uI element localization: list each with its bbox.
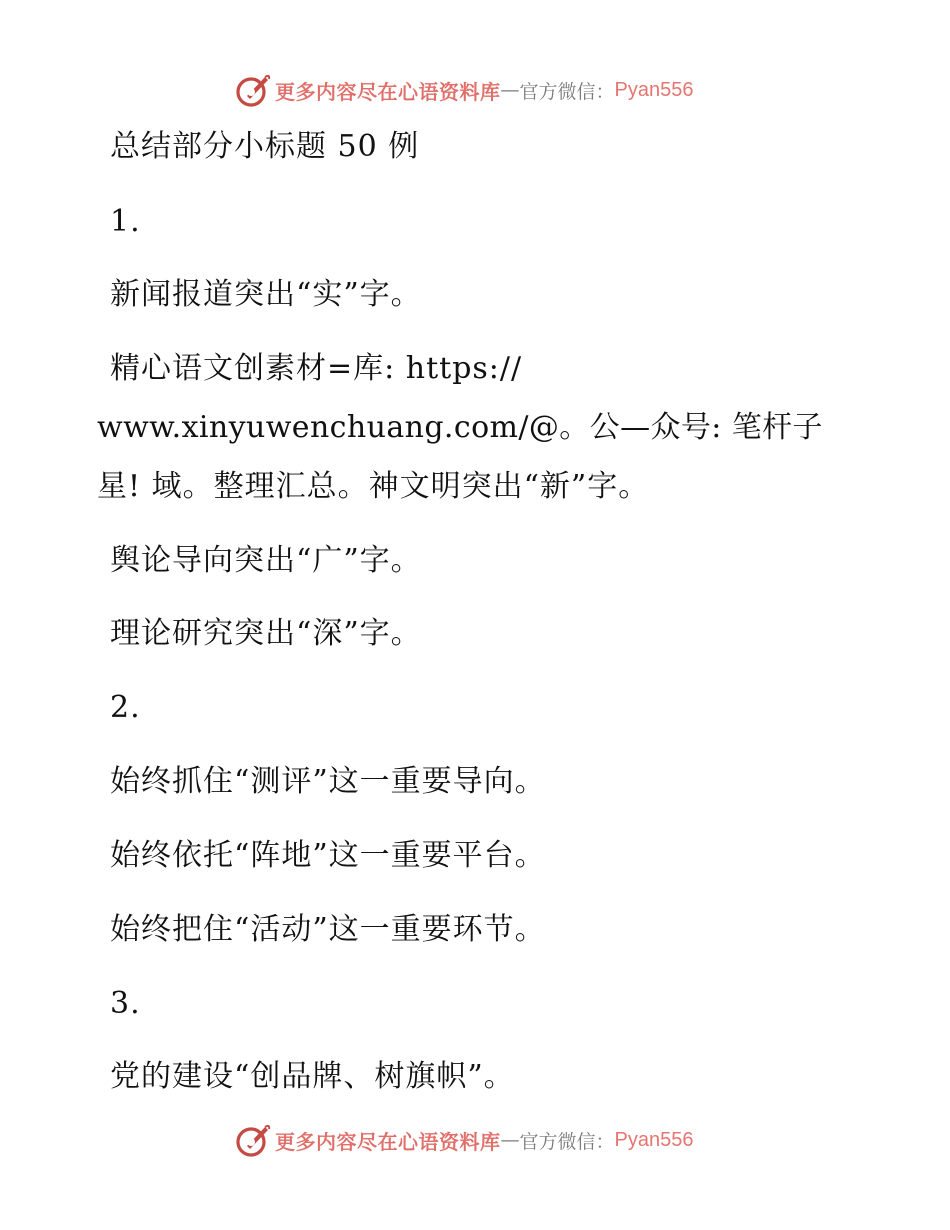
banner-dash: — [500,1129,520,1151]
header-watermark-banner [235,70,693,110]
feather-pen-circle-icon [235,1122,271,1158]
document-line: 1. [110,204,141,239]
document-line: 星! 域。整理汇总。神文明突出“新”字。 [97,469,650,504]
document-line: 精心语文创素材=库: https:// [110,351,523,386]
document-line: 2. [110,690,141,725]
banner-official-label: 官方微信： [519,1130,615,1153]
document-line: 3. [110,986,141,1021]
document-line: 舆论导向突出“广”字。 [110,543,422,578]
footer-watermark-banner [235,1120,693,1160]
document-line: 党的建设“创品牌、树旗帜”。 [110,1059,515,1094]
banner-wechat-id: Pyan556 [614,78,694,101]
document-line: 始终把住“活动”这一重要环节。 [110,912,546,947]
banner-main-text: 更多内容尽在心语资料库 [275,1129,501,1154]
document-line: 理论研究突出“深”字。 [110,616,422,651]
document-title: 总结部分小标题 50 例 [110,129,420,164]
document-line: 始终抓住“测评”这一重要导向。 [110,764,546,799]
document-line: 始终依托“阵地”这一重要平台。 [110,838,546,873]
banner-wechat-id: Pyan556 [614,1128,694,1151]
banner-main-text: 更多内容尽在心语资料库 [275,79,501,104]
banner-official-label: 官方微信： [519,80,615,103]
feather-pen-circle-icon [235,72,271,108]
document-line: www.xinyuwenchuang.com/@。公—众号: 笔杆子 [97,410,823,445]
document-line: 新闻报道突出“实”字。 [110,277,422,312]
banner-dash: — [500,79,520,101]
